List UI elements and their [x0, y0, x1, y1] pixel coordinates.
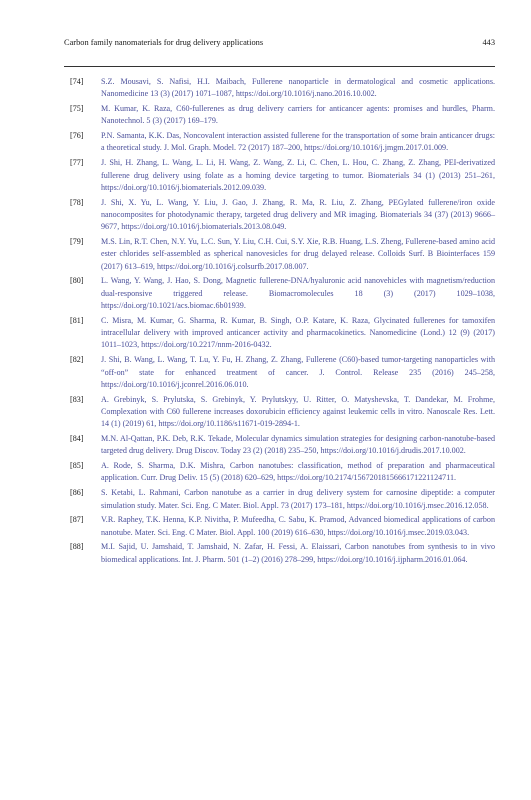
reference-item: [64, 541, 495, 566]
reference-text[interactable]: J. Shi, B. Wang, L. Wang, T. Lu, Y. Fu, H. Zhang, Z. Zhang, Fullerene (C60)-based tumor-targeting nanoparticles with “off-on” state for enhanced treatment of cancer. J. Control. Release 235 (2016) 245–258, https://doi.org/10.1016/j.jconrel.2016.06.010.: [101, 355, 495, 389]
reference-number: [84]: [70, 434, 84, 444]
reference-number: [75]: [70, 104, 84, 114]
reference-text[interactable]: C. Misra, M. Kumar, G. Sharma, R. Kumar, B. Singh, O.P. Katare, K. Raza, Glycinated fullerenes for tamoxifen intracellular delivery with improved anticancer activity and pharmacokinetics. Nanomedicine (Lond.) 12 (9) (2017) 1011–1023, https://doi.org/10.2217/nnm-2016-0432.: [101, 315, 495, 350]
reference-text[interactable]: S. Ketabi, L. Rahmani, Carbon nanotube as a carrier in drug delivery system for carnosine dipeptide: a computer simulation study. Mater. Sci. Eng. C Mater. Biol. Appl. 73 (2017) 173–181, https://doi.org/10.1016/j.msec.2016.12.058.: [101, 488, 495, 510]
reference-text[interactable]: J. Shi, X. Yu, L. Wang, Y. Liu, J. Gao, J. Zhang, R. Ma, R. Liu, Z. Zhang, PEGylated fullerene/iron oxide nanocomposites for photodynamic therapy, targeted drug delivery and MR imaging. Biomaterials 34 (37) (2013) 9666–9677, https://doi.org/10.1016/j.biomaterials.2013.08.049.: [101, 197, 495, 232]
reference-item: [64, 157, 495, 194]
reference-number: [86]: [70, 488, 84, 498]
reference-item: [64, 76, 495, 101]
page-number: 443: [482, 38, 495, 47]
reference-number: [76]: [70, 131, 84, 141]
reference-number: [81]: [70, 315, 84, 325]
reference-item: [64, 514, 495, 539]
reference-item: [64, 236, 495, 273]
reference-item: [64, 315, 495, 352]
reference-number: [79]: [70, 237, 84, 247]
reference-text[interactable]: J. Shi, H. Zhang, L. Wang, L. Li, H. Wang, Z. Wang, Z. Li, C. Chen, L. Hou, C. Zhang, Z. Zhang, PEI-derivatized fullerene drug delivery using folate as a homing device targeting to tumor. Biomaterials 34 (1) (2013) 251–261, https://doi.org/10.1016/j.biomaterials.2012.09.039.: [101, 158, 495, 192]
reference-number: [87]: [70, 515, 84, 525]
reference-text[interactable]: A. Grebinyk, S. Prylutska, S. Grebinyk, Y. Prylutskyy, U. Ritter, O. Matyshevska, T. Dandekar, M. Frohme, Complexation with C60 fullerene increases doxorubicin efficiency against leukemic cells in vitro. Nanoscale Res. Lett. 14 (1) (2019) 61, https://doi.org/10.1186/s11671-019-2894-1.: [101, 394, 495, 429]
reference-item: [64, 103, 495, 128]
reference-text[interactable]: M.I. Sajid, U. Jamshaid, T. Jamshaid, N. Zafar, H. Fessi, A. Elaissari, Carbon nanotubes from synthesis to in vivo biomedical applications. Int. J. Pharm. 501 (1–2) (2016) 278–299, https://doi.org/10.1016/j.ijpharm.2016.01.064.: [101, 542, 495, 564]
reference-item: [64, 394, 495, 431]
reference-number: [88]: [70, 542, 84, 552]
running-title: Carbon family nanomaterials for drug delivery applications: [64, 38, 264, 47]
reference-item: [64, 433, 495, 458]
reference-number: [83]: [70, 394, 84, 404]
reference-text[interactable]: M.N. Al-Qattan, P.K. Deb, R.K. Tekade, Molecular dynamics simulation strategies for designing carbon-nanotube-based targeted drug delivery. Drug Discov. Today 23 (2) (2018) 235–250, https://doi.org/10.1016/j.drudis.2017.10.002.: [101, 434, 495, 456]
reference-text[interactable]: M.S. Lin, R.T. Chen, N.Y. Yu, L.C. Sun, Y. Liu, C.H. Cui, S.Y. Xie, R.B. Huang, L.S. Zheng, Fullerene-based amino acid ester chlorides self-assembled as spherical nanovesicles for drug delayed release. Colloids Surf. B Biointerfaces 159 (2017) 613–619, https://doi.org/10.1016/j.colsurfb.2017.08.007.: [101, 237, 495, 271]
reference-number: [80]: [70, 276, 84, 286]
reference-number: [77]: [70, 158, 84, 168]
header-rule: [64, 66, 495, 67]
reference-item: [64, 197, 495, 234]
reference-text[interactable]: V.R. Raphey, T.K. Henna, K.P. Nivitha, P. Mufeedha, C. Sabu, K. Pramod, Advanced biomedical applications of carbon nanotube. Mater. Sci. Eng. C Mater. Biol. Appl. 100 (2019) 616–630, https://doi.org/10.1016/j.msec.2019.03.043.: [101, 515, 495, 537]
reference-item: [64, 487, 495, 512]
reference-item: [64, 354, 495, 391]
reference-number: [82]: [70, 355, 84, 365]
reference-text[interactable]: P.N. Samanta, K.K. Das, Noncovalent interaction assisted fullerene for the transportation of some brain anticancer drugs: a theoretical study. J. Mol. Graph. Model. 72 (2017) 187–200, https://doi.org/10.1016/j.jmgm.2017.01.009.: [101, 131, 495, 153]
reference-text[interactable]: L. Wang, Y. Wang, J. Hao, S. Dong, Magnetic fullerene-DNA/hyaluronic acid nanovehicles with magnetism/reduction dual-responsive triggered release. Biomacromolecules 18 (3) (2017) 1029–1038, https://doi.org/10.1021/acs.biomac.6b01939.: [101, 276, 495, 311]
reference-list: [64, 76, 495, 568]
running-header: [64, 38, 495, 54]
reference-number: [78]: [70, 197, 84, 207]
reference-text[interactable]: M. Kumar, K. Raza, C60-fullerenes as drug delivery carriers for anticancer agents: promises and hurdles, Pharm. Nanotechnol. 5 (3) (2017) 169–179.: [101, 104, 495, 126]
reference-number: [85]: [70, 461, 84, 471]
reference-text[interactable]: A. Rode, S. Sharma, D.K. Mishra, Carbon nanotubes: classification, method of preparation and pharmaceutical application. Curr. Drug Deliv. 15 (5) (2018) 620–629, https://doi.org/10.2174/1567201815666171221124711.: [101, 461, 495, 483]
reference-item: [64, 275, 495, 312]
reference-item: [64, 460, 495, 485]
reference-number: [74]: [70, 77, 84, 86]
reference-item: [64, 130, 495, 155]
reference-text[interactable]: S.Z. Mousavi, S. Nafisi, H.I. Maibach, Fullerene nanoparticle in dermatological and cosmetic applications. Nanomedicine 13 (3) (2017) 1071–1087, https://doi.org/10.1016/j.nano.2016.10.002.: [101, 77, 495, 99]
